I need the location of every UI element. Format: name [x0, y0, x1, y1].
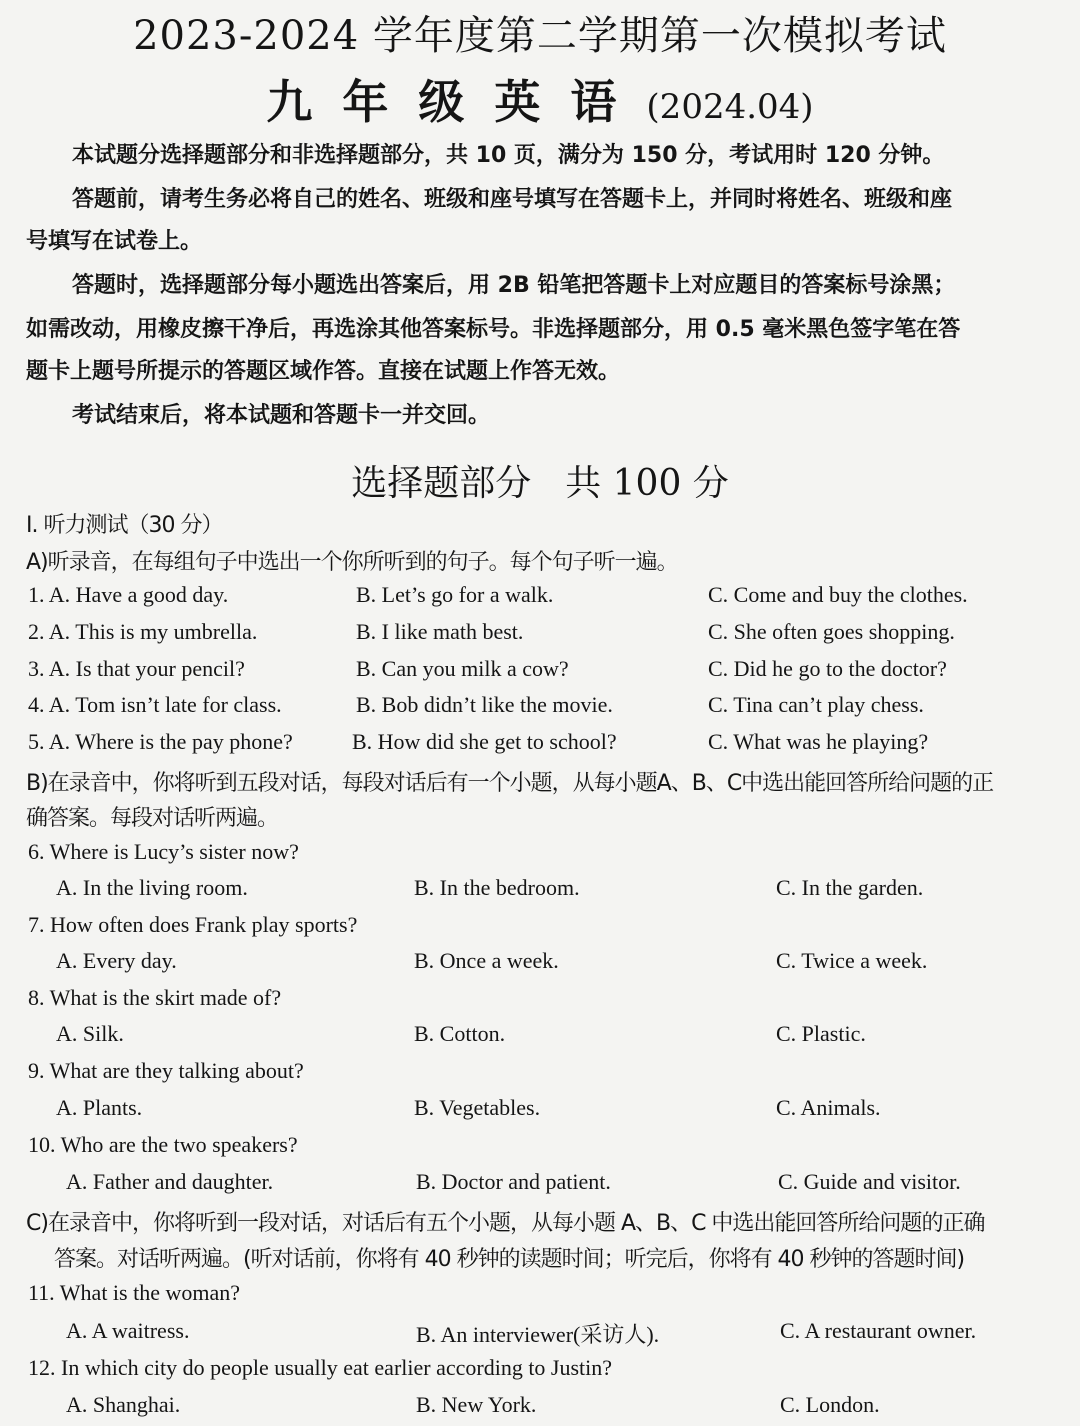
exam-date: (2024.04): [646, 87, 814, 127]
question-text: 11. What is the woman?: [28, 1280, 241, 1305]
instruction-line: 如需改动，用橡皮擦干净后，再选涂其他答案标号。非选择题部分，用 0.5 毫米黑色签字笔在答: [26, 317, 961, 342]
option-c: C. Did he go to the doctor?: [708, 656, 947, 681]
question-text: 12. In which city do people usually eat earlier according to Justin?: [28, 1355, 613, 1380]
instruction-line: 答题前，请考生务必将自己的姓名、班级和座号填写在答题卡上，并同时将姓名、班级和座: [72, 187, 953, 212]
option-c: C. A restaurant owner.: [780, 1318, 977, 1343]
part-c-instruction: 答案。对话听两遍。(听对话前，你将有 40 秒钟的读题时间；听完后，你将有 40 秒钟的答题时间): [54, 1247, 965, 1272]
option-b: B. Can you milk a cow?: [356, 656, 569, 681]
option-c: C. Come and buy the clothes.: [708, 582, 968, 607]
instruction-line: 题卡上题号所提示的答题区域作答。直接在试题上作答无效。: [26, 359, 621, 384]
question-text: 7. How often does Frank play sports?: [28, 912, 358, 937]
option-c: C. Plastic.: [776, 1021, 866, 1046]
option-a: 1. A. Have a good day.: [28, 582, 229, 607]
instruction-line: 答题时，选择题部分每小题选出答案后，用 2B 铅笔把答题卡上对应题目的答案标号涂黑；: [72, 273, 956, 298]
option-b: B. Once a week.: [414, 948, 559, 973]
instruction-line: 号填写在试卷上。: [26, 229, 203, 254]
question-text: 9. What are they talking about?: [28, 1058, 304, 1083]
option-a: 2. A. This is my umbrella.: [28, 619, 258, 644]
section-label: 选择题部分: [351, 463, 532, 504]
option-a: 5. A. Where is the pay phone?: [28, 729, 293, 754]
question-text: 6. Where is Lucy’s sister now?: [28, 839, 299, 864]
option-c: C. What was he playing?: [708, 729, 929, 754]
option-a: A. Father and daughter.: [66, 1169, 274, 1194]
exam-title: 2023-2024 学年度第二学期第一次模拟考试: [133, 13, 947, 59]
option-b: B. New York.: [416, 1392, 537, 1417]
subject-name: 九年级英语: [266, 75, 647, 129]
option-c: C. Animals.: [776, 1095, 881, 1120]
option-a: A. A waitress.: [66, 1318, 190, 1343]
option-b: B. How did she get to school?: [352, 729, 617, 754]
option-b: B. Bob didn’t like the movie.: [356, 692, 613, 717]
part-heading: I. 听力测试（30 分）: [26, 513, 223, 538]
option-b: B. I like math best.: [356, 619, 524, 644]
option-a: 3. A. Is that your pencil?: [28, 656, 245, 681]
part-b-instruction: B)在录音中，你将听到五段对话，每段对话后有一个小题，从每小题A、B、C中选出能回答所给问题的正: [26, 771, 994, 796]
option-b: B. Let’s go for a walk.: [356, 582, 554, 607]
option-b: B. Vegetables.: [414, 1095, 541, 1120]
option-b: B. An interviewer(采访人).: [416, 1322, 660, 1347]
option-a: A. Silk.: [56, 1021, 124, 1046]
part-a-instruction: A)听录音，在每组句子中选出一个你所听到的句子。每个句子听一遍。: [26, 550, 678, 575]
option-b: B. Cotton.: [414, 1021, 506, 1046]
part-c-instruction: C)在录音中，你将听到一段对话，对话后有五个小题，从每小题 A、B、C 中选出能回答所给问题的正确: [26, 1211, 985, 1236]
option-c: C. London.: [780, 1392, 880, 1417]
option-b: B. In the bedroom.: [414, 875, 580, 900]
question-text: 8. What is the skirt made of?: [28, 985, 282, 1010]
instruction-line: 本试题分选择题部分和非选择题部分，共 10 页，满分为 150 分，考试用时 120 分钟。: [72, 143, 945, 168]
option-b: B. Doctor and patient.: [416, 1169, 611, 1194]
option-a: A. Shanghai.: [66, 1392, 181, 1417]
option-c: C. Twice a week.: [776, 948, 928, 973]
option-c: C. Tina can’t play chess.: [708, 692, 924, 717]
subject-title: [0, 66, 1080, 132]
option-a: A. Plants.: [56, 1095, 143, 1120]
instruction-line: 考试结束后，将本试题和答题卡一并交回。: [72, 403, 491, 428]
option-c: C. In the garden.: [776, 875, 924, 900]
question-text: 10. Who are the two speakers?: [28, 1132, 298, 1157]
section-heading: [0, 455, 1080, 506]
option-a: A. Every day.: [56, 948, 177, 973]
option-c: C. Guide and visitor.: [778, 1169, 961, 1194]
option-a: A. In the living room.: [56, 875, 248, 900]
section-points: 共 100 分: [565, 463, 729, 504]
option-a: 4. A. Tom isn’t late for class.: [28, 692, 282, 717]
option-c: C. She often goes shopping.: [708, 619, 955, 644]
part-b-instruction: 确答案。每段对话听两遍。: [26, 806, 279, 831]
